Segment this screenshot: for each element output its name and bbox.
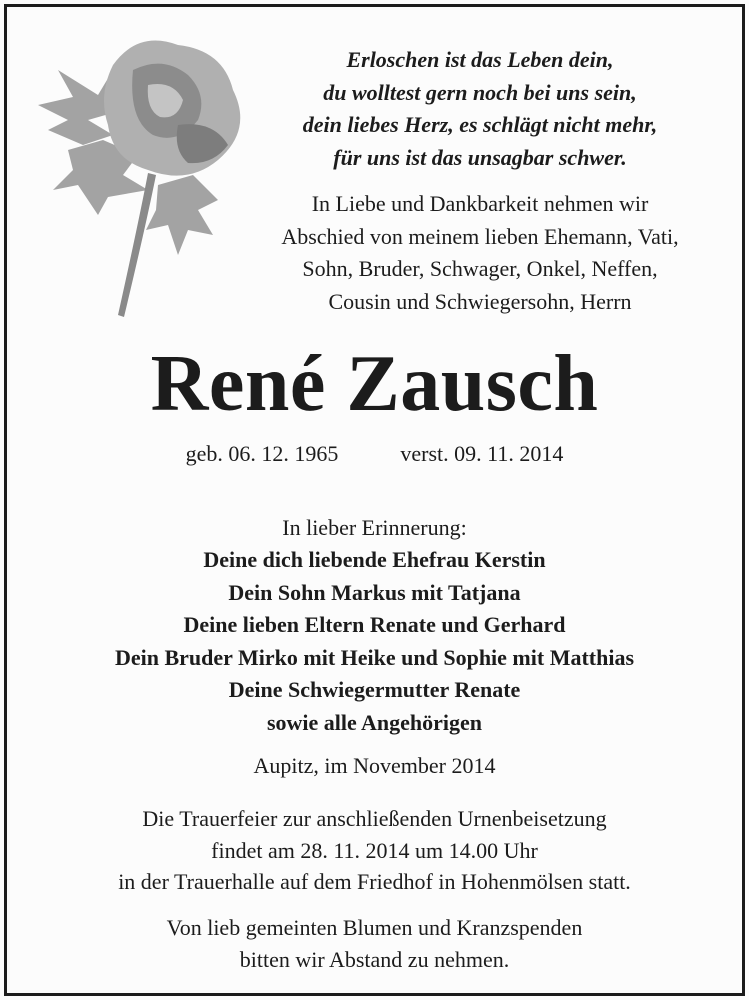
intro-text — [230, 188, 730, 318]
death-date: verst. 09. 11. 2014 — [400, 441, 564, 466]
family-line: Deine Schwiegermutter Renate — [228, 677, 521, 702]
flowers-line: Von lieb gemeinten Blumen und Kranzspenden — [166, 915, 583, 940]
family-line: Dein Sohn Markus mit Tatjana — [228, 579, 521, 605]
poem — [230, 44, 730, 174]
birth-date: geb. 06. 12. 1965 — [185, 441, 339, 466]
deceased-name: René Zausch — [150, 340, 599, 428]
intro-line: Sohn, Bruder, Schwager, Onkel, Neffen, — [302, 256, 658, 281]
intro-line: Cousin und Schwiegersohn, Herrn — [328, 288, 632, 314]
place-date: Aupitz, im November 2014 — [253, 753, 496, 778]
intro-line: In Liebe und Dankbarkeit nehmen wir — [311, 191, 649, 216]
family-line: Deine lieben Eltern Renate und Gerhard — [183, 612, 566, 637]
flowers-note — [0, 912, 749, 976]
poem-line: Erloschen ist das Leben dein, — [346, 47, 614, 72]
ceremony-line: findet am 28. 11. 2014 um 14.00 Uhr — [211, 837, 538, 863]
poem-line: dein liebes Herz, es schlägt nicht mehr, — [302, 112, 658, 137]
life-dates — [0, 440, 749, 468]
flowers-line: bitten wir Abstand zu nehmen. — [239, 947, 510, 972]
ceremony-line: Die Trauerfeier zur anschließenden Urnenbeisetzung — [142, 806, 607, 831]
memory-heading: In lieber Erinnerung: — [282, 515, 467, 540]
poem-line: für uns ist das unsagbar schwer. — [333, 144, 627, 170]
family-line: sowie alle Angehörigen — [266, 709, 483, 735]
intro-line: Abschied von meinem lieben Ehemann, Vati, — [281, 223, 679, 249]
family-line: Dein Bruder Mirko mit Heike und Sophie mit Matthias — [114, 644, 635, 670]
poem-line: du wolltest gern noch bei uns sein, — [323, 79, 637, 105]
ceremony-line: in der Trauerhalle auf dem Friedhof in Hohenmölsen statt. — [118, 869, 631, 894]
ceremony-info — [0, 803, 749, 898]
family-line: Deine dich liebende Ehefrau Kerstin — [203, 547, 546, 572]
family-list — [0, 544, 749, 739]
